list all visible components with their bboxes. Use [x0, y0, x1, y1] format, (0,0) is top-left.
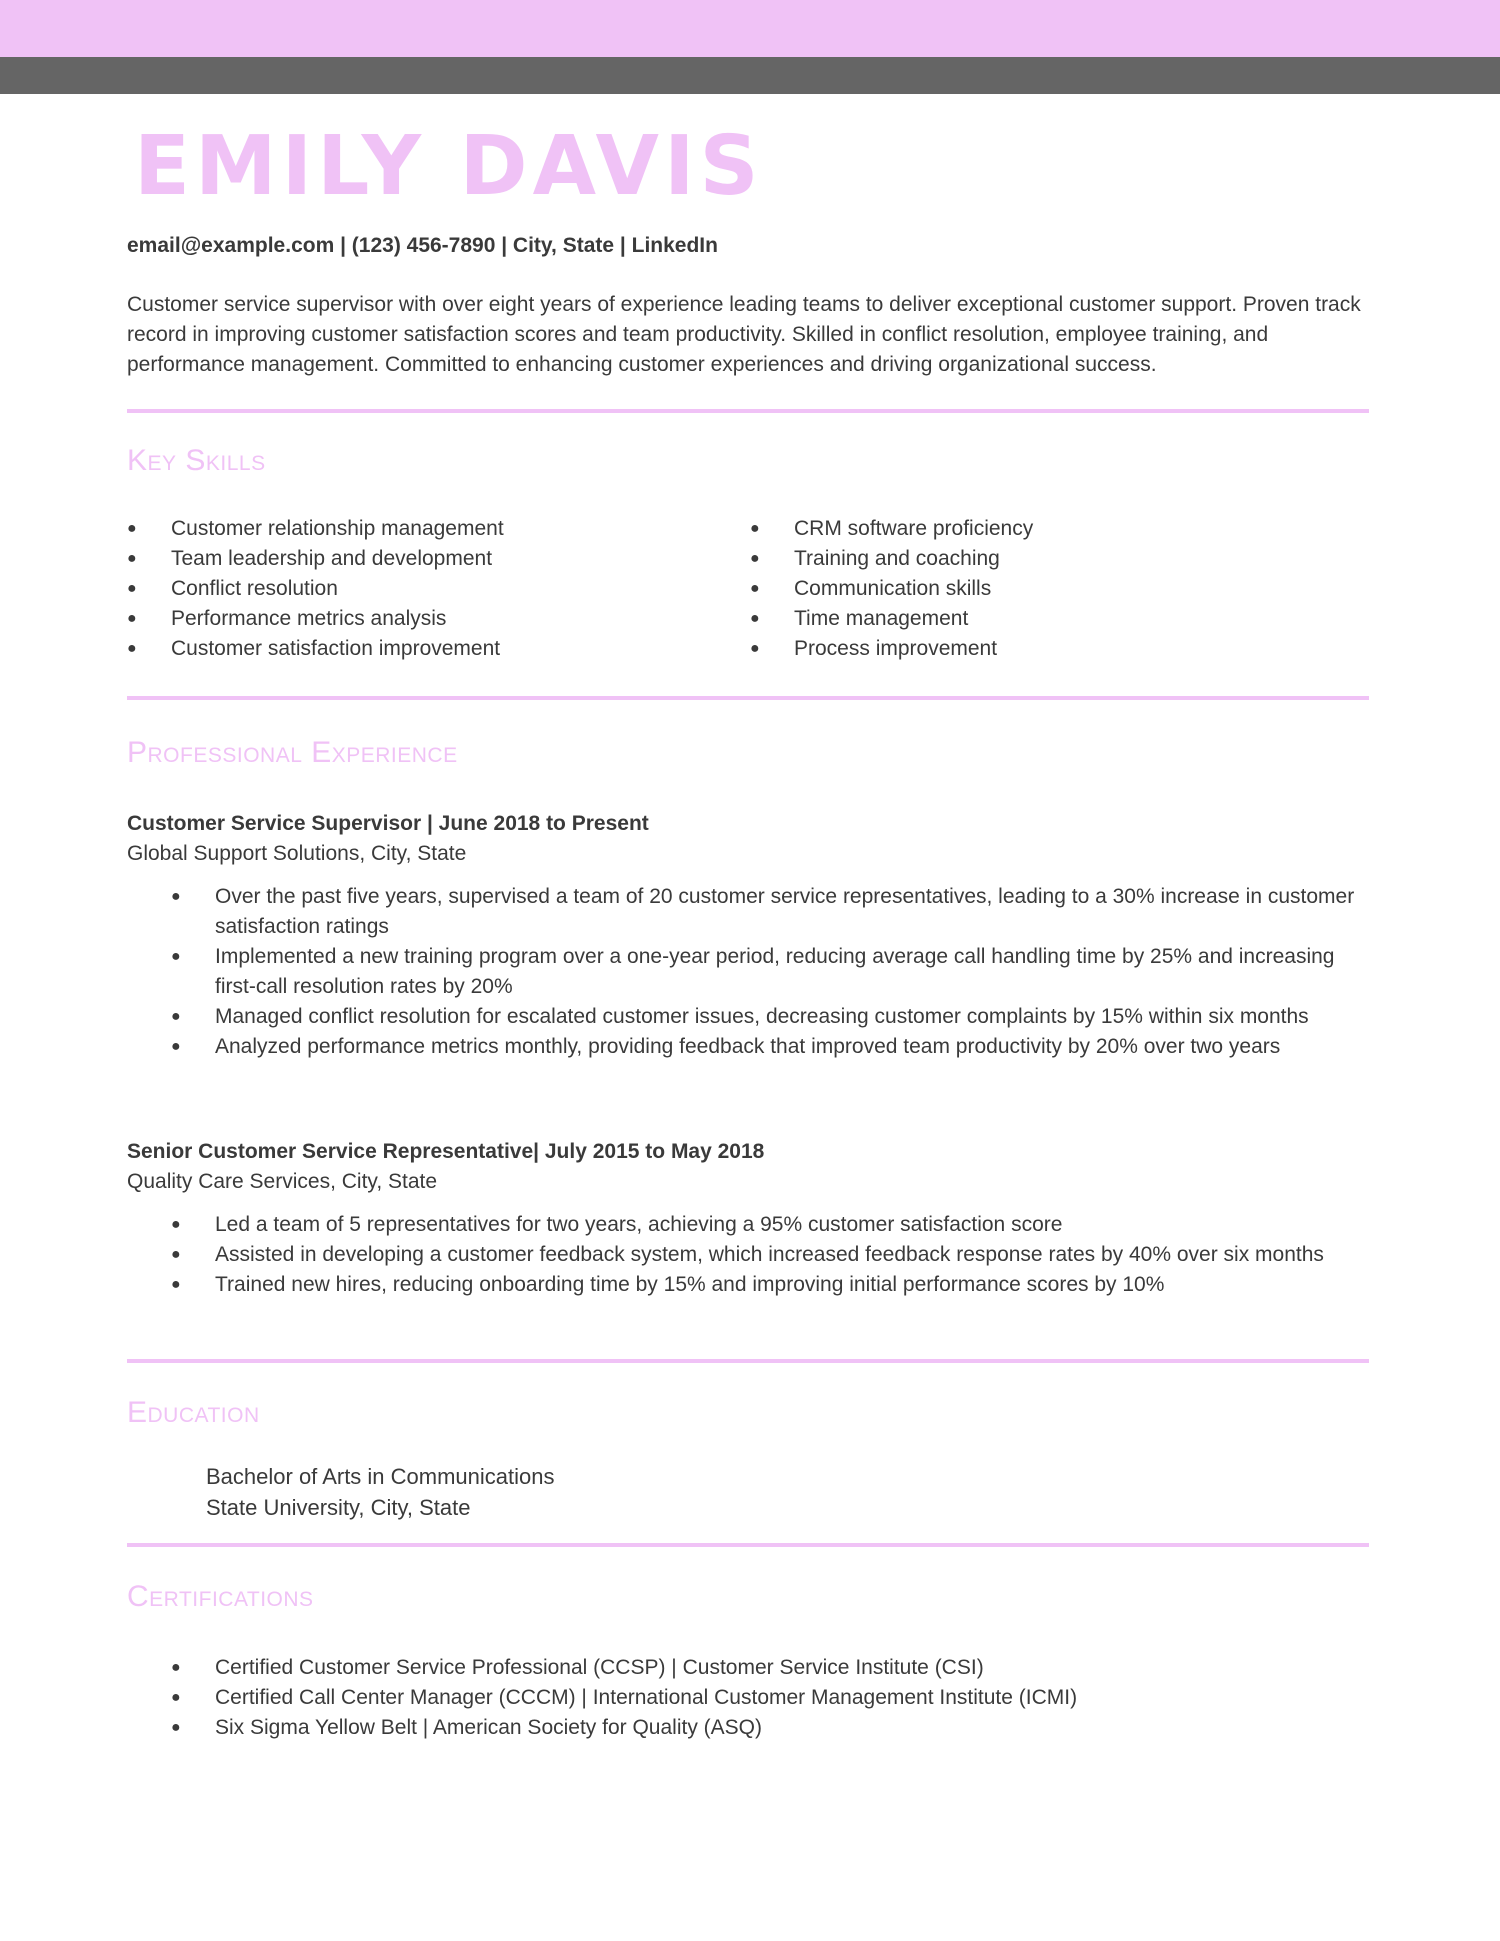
skill-item: ● Customer satisfaction improvement	[127, 634, 727, 664]
skill-item: ● Time management	[750, 604, 1350, 634]
job-bullet-item: ● Managed conflict resolution for escalated customer issues, decreasing customer complaints by 15% within six months	[171, 1002, 1371, 1032]
key-skills-heading: Key Skills	[127, 444, 266, 477]
job-company-2: Quality Care Services, City, State	[127, 1170, 438, 1193]
certification-item: ● Six Sigma Yellow Belt | American Society for Quality (ASQ)	[171, 1713, 1371, 1743]
job-bullet-item: ● Trained new hires, reducing onboarding time by 15% and improving initial performance scores by 10%	[171, 1270, 1371, 1300]
bullet-icon: ●	[750, 550, 760, 567]
job-bullet-item: ● Assisted in developing a customer feedback system, which increased feedback response rates by 40% over six months	[171, 1240, 1371, 1270]
top-accent-band	[0, 0, 1500, 57]
job-bullets-2	[171, 1210, 1371, 1300]
certifications-heading: Certifications	[127, 1580, 314, 1613]
professional-summary: Customer service supervisor with over eight years of experience leading teams to deliver exceptional customer support. Proven track record in improving customer satisfaction scores and team productivity. Skilled in conflict resolution, employee training, and performance management. Committed to enhancing customer experiences and driving organizational success.	[127, 293, 1361, 376]
section-divider	[127, 696, 1369, 700]
bullet-icon: ●	[750, 520, 760, 537]
bullet-icon: ●	[171, 1659, 181, 1676]
job-bullet-item: ● Analyzed performance metrics monthly, providing feedback that improved team productivity by 20% over two years	[171, 1032, 1371, 1062]
skill-item: ● Process improvement	[750, 634, 1350, 664]
bullet-icon: ●	[750, 580, 760, 597]
candidate-name: EMILY DAVIS	[134, 119, 764, 214]
section-divider	[127, 1359, 1369, 1363]
bullet-icon: ●	[127, 610, 137, 627]
contact-line: email@example.com | (123) 456-7890 | City, State | LinkedIn	[127, 234, 718, 257]
education-school: State University, City, State	[206, 1495, 471, 1520]
skill-item: ● Team leadership and development	[127, 544, 727, 574]
education-degree: Bachelor of Arts in Communications	[206, 1464, 555, 1489]
skill-item: ● Customer relationship management	[127, 514, 727, 544]
education-heading: Education	[127, 1396, 260, 1429]
experience-heading: Professional Experience	[127, 736, 458, 769]
job-title-1: Customer Service Supervisor | June 2018 to Present	[127, 812, 649, 835]
skill-item: ● Communication skills	[750, 574, 1350, 604]
skill-item: ● CRM software proficiency	[750, 514, 1350, 544]
bullet-icon: ●	[171, 1038, 181, 1055]
skill-item: ● Training and coaching	[750, 544, 1350, 574]
section-divider	[127, 409, 1369, 413]
skill-item: ● Performance metrics analysis	[127, 604, 727, 634]
bullet-icon: ●	[127, 580, 137, 597]
certifications-list	[171, 1653, 1371, 1743]
certification-item: ● Certified Call Center Manager (CCCM) | International Customer Management Institute (ICMI)	[171, 1683, 1371, 1713]
bullet-icon: ●	[750, 640, 760, 657]
job-bullet-item: ● Over the past five years, supervised a team of 20 customer service representatives, leading to a 30% increase in customer satisfaction ratings	[171, 882, 1371, 942]
bullet-icon: ●	[171, 948, 181, 965]
bullet-icon: ●	[171, 888, 181, 905]
bullet-icon: ●	[171, 1216, 181, 1233]
skill-item: ● Conflict resolution	[127, 574, 727, 604]
job-bullet-item: ● Led a team of 5 representatives for two years, achieving a 95% customer satisfaction score	[171, 1210, 1371, 1240]
bullet-icon: ●	[127, 550, 137, 567]
bullet-icon: ●	[171, 1689, 181, 1706]
bullet-icon: ●	[127, 520, 137, 537]
skills-list-right	[750, 514, 1350, 664]
bullet-icon: ●	[171, 1008, 181, 1025]
certification-item: ● Certified Customer Service Professional (CCSP) | Customer Service Institute (CSI)	[171, 1653, 1371, 1683]
job-bullet-item: ● Implemented a new training program over a one-year period, reducing average call handling time by 25% and increasing first-call resolution rates by 20%	[171, 942, 1371, 1002]
bullet-icon: ●	[171, 1719, 181, 1736]
bullet-icon: ●	[171, 1276, 181, 1293]
section-divider	[127, 1543, 1369, 1547]
job-bullets-1	[171, 882, 1371, 1062]
job-title-2: Senior Customer Service Representative| July 2015 to May 2018	[127, 1140, 765, 1163]
bullet-icon: ●	[750, 610, 760, 627]
header-gray-band	[0, 57, 1500, 94]
skills-list-left	[127, 514, 727, 664]
bullet-icon: ●	[171, 1246, 181, 1263]
job-company-1: Global Support Solutions, City, State	[127, 842, 467, 865]
bullet-icon: ●	[127, 640, 137, 657]
